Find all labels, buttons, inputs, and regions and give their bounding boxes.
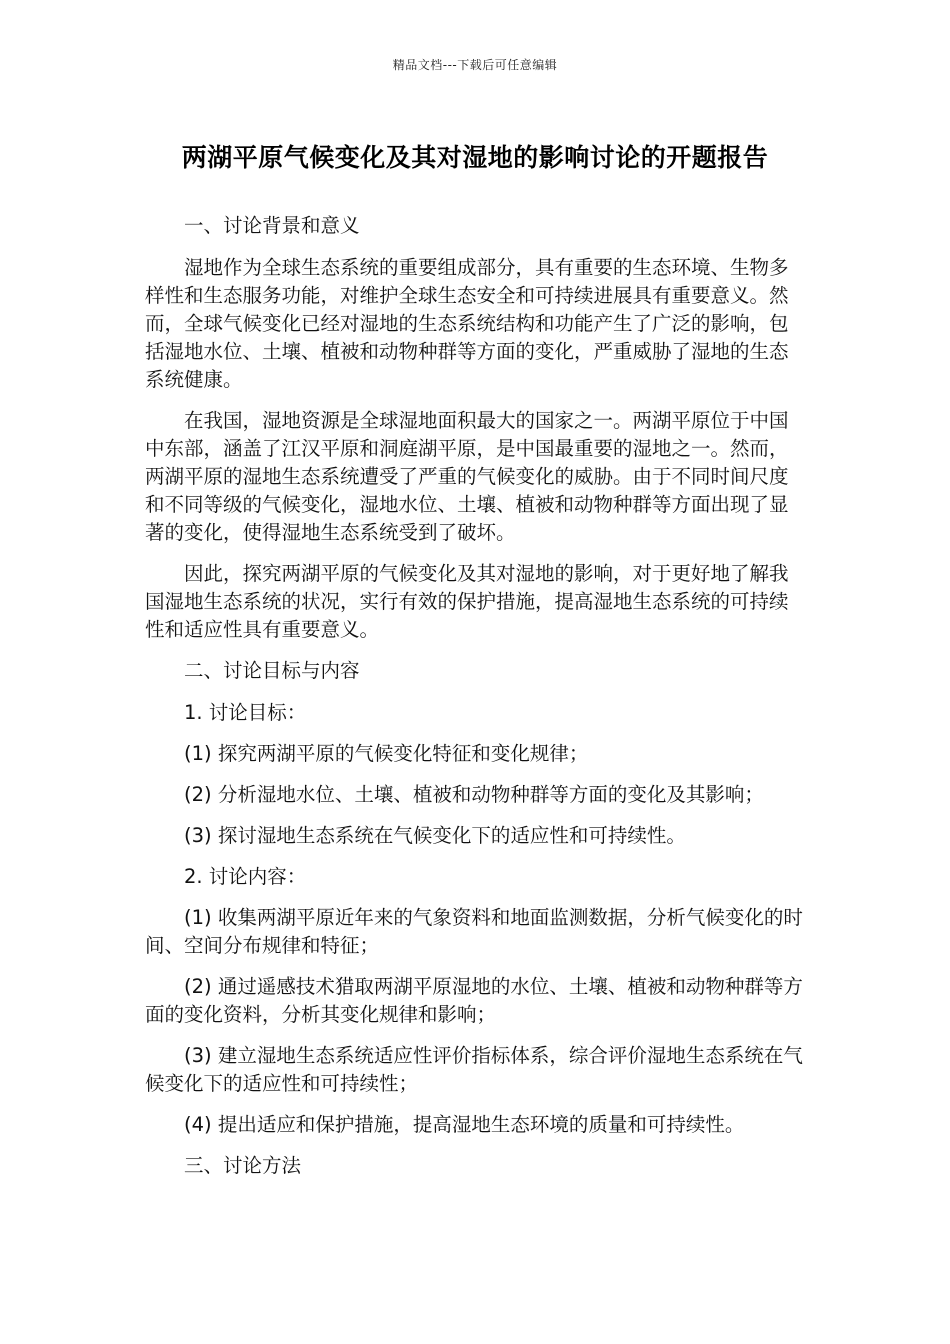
section-heading-background: 一、讨论背景和意义	[184, 214, 360, 237]
goals-heading: 1. 讨论目标：	[184, 701, 307, 724]
content-item: (3) 建立湿地生态系统适应性评价指标体系，综合评价湿地生态系统在气候变化下的适应性和可持续性；	[145, 1044, 803, 1095]
section-heading-methods: 三、讨论方法	[184, 1154, 302, 1177]
goal-item: (1) 探究两湖平原的气候变化特征和变化规律；	[184, 742, 589, 765]
paragraph-background-2: 在我国，湿地资源是全球湿地面积最大的国家之一。两湖平原位于中国中东部，涵盖了江汉平原和洞庭湖平原，是中国最重要的湿地之一。然而，两湖平原的湿地生态系统遭受了严重的气候变化的威胁。由于不同时间尺度和不同等级的气候变化，湿地水位、土壤、植被和动物种群等方面出现了显著的变化，使得湿地生态系统受到了破坏。	[145, 409, 789, 544]
goal-item: (2) 分析湿地水位、土壤、植被和动物种群等方面的变化及其影响；	[184, 783, 764, 806]
content-item: (1) 收集两湖平原近年来的气象资料和地面监测数据，分析气候变化的时间、空间分布规律和特征；	[145, 906, 803, 957]
document-title: 两湖平原气候变化及其对湿地的影响讨论的开题报告	[181, 143, 769, 172]
document-body	[145, 212, 807, 1194]
content-item: (2) 通过遥感技术猎取两湖平原湿地的水位、土壤、植被和动物种群等方面的变化资料，分析其变化规律和影响；	[145, 975, 803, 1026]
header-note: 精品文档---下载后可任意编辑	[392, 58, 558, 72]
paragraph-background-3: 因此，探究两湖平原的气候变化及其对湿地的影响，对于更好地了解我国湿地生态系统的状况，实行有效的保护措施，提高湿地生态系统的可持续性和适应性具有重要意义。	[145, 562, 789, 641]
content-heading: 2. 讨论内容：	[184, 865, 307, 888]
paragraph-background-1: 湿地作为全球生态系统的重要组成部分，具有重要的生态环境、生物多样性和生态服务功能，对维护全球生态安全和可持续进展具有重要意义。然而，全球气候变化已经对湿地的生态系统结构和功能产生了广泛的影响，包括湿地水位、土壤、植被和动物种群等方面的变化，严重威胁了湿地的生态系统健康。	[145, 256, 789, 391]
goal-item: (3) 探讨湿地生态系统在气候变化下的适应性和可持续性。	[184, 824, 686, 847]
section-heading-goals-content: 二、讨论目标与内容	[184, 659, 360, 682]
content-item: (4) 提出适应和保护措施，提高湿地生态环境的质量和可持续性。	[184, 1113, 745, 1136]
